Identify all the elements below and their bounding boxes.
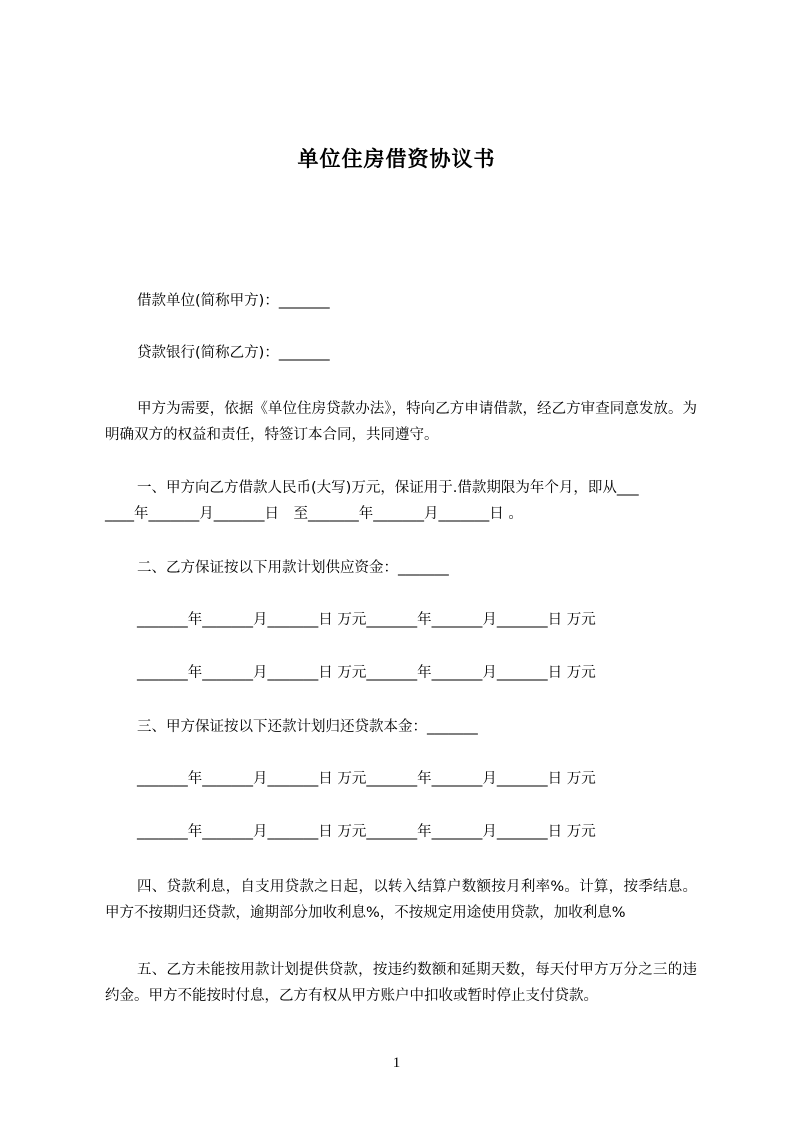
- clause5-paragraph: 五、乙方未能按用款计划提供贷款，按违约数额和延期天数，每天付甲方万分之三的违约金。甲方不能按时付息，乙方有权从甲方账户中扣收或暂时停止支付贷款。: [105, 962, 697, 1004]
- clause2-heading: 二、乙方保证按以下用款计划供应资金：_______: [137, 560, 449, 576]
- clause1-line2: ____年_______月_______日 至_______年_______月_______日 。: [105, 506, 523, 522]
- clause1-line1: 一、甲方向乙方借款人民币(大写)万元，保证用于.借款期限为年个月，即从___: [137, 480, 639, 496]
- clause2-schedule-row: _______年_______月_______日 万元_______年_______月_______日 万元: [137, 665, 596, 681]
- page-number: 1: [392, 1055, 401, 1071]
- clause3-schedule-row: _______年_______月_______日 万元_______年_______月_______日 万元: [137, 771, 596, 787]
- borrower-line: 借款单位(简称甲方)：_______: [137, 293, 330, 309]
- clause3-schedule-row: _______年_______月_______日 万元_______年_______月_______日 万元: [137, 824, 596, 840]
- clause2-schedule-row: _______年_______月_______日 万元_______年_______月_______日 万元: [137, 612, 596, 628]
- lender-line: 贷款银行(简称乙方)：_______: [137, 345, 330, 361]
- clause3-heading: 三、甲方保证按以下还款计划归还贷款本金：_______: [137, 719, 478, 735]
- clause4-paragraph: 四、贷款利息，自支用贷款之日起，以转入结算户数额按月利率%。计算，按季结息。甲方不按期归还贷款，逾期部分加收利息%，不按规定用途使用贷款，加收利息%: [105, 879, 697, 921]
- document-title: 单位住房借资协议书: [297, 147, 496, 171]
- intro-paragraph: 甲方为需要，依据《单位住房贷款办法》，特向乙方申请借款，经乙方审查同意发放。为明确双方的权益和责任，特签订本合同，共同遵守。: [105, 401, 697, 443]
